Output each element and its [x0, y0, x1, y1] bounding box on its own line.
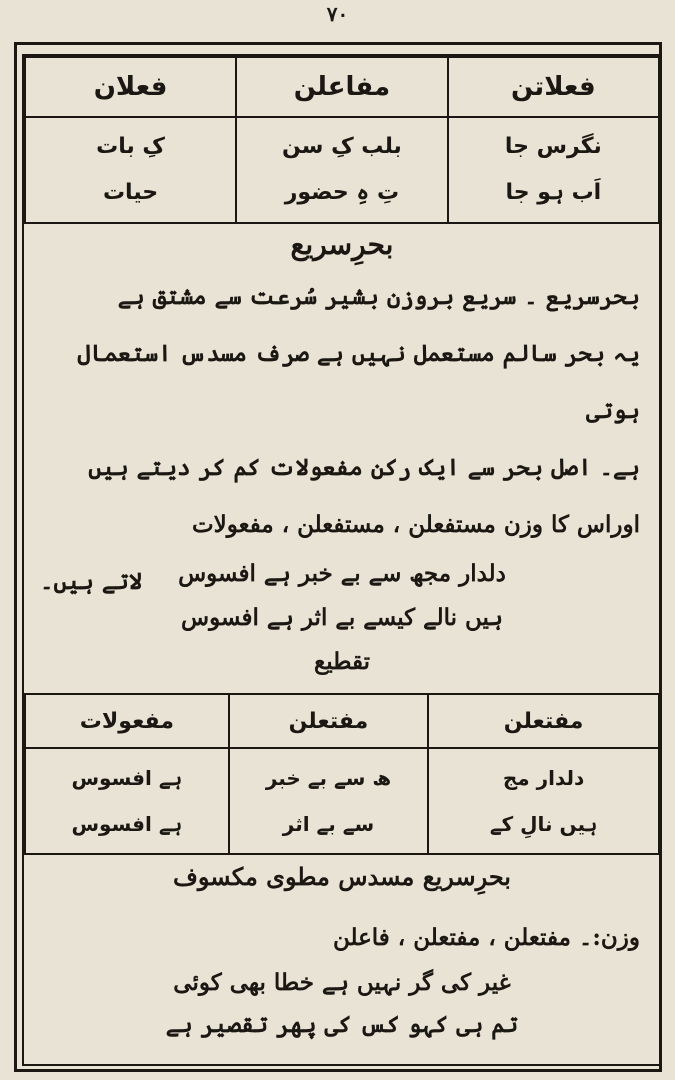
- cell-line: ہیں نالِ کے: [489, 812, 598, 836]
- verse-line: غیر کی گر نہیں ہے خطا بھی کوئی: [173, 969, 511, 996]
- cell-line: اَب ہو جا: [505, 180, 602, 205]
- page-number: ۷۰: [326, 2, 349, 26]
- table-row: [25, 748, 659, 854]
- cell-line: ہے افسوس: [71, 812, 183, 836]
- table-row: [25, 117, 659, 223]
- paragraph-line: بحرسریع ۔ سریع بروزن بشیر سُرعت سے مشتق ہے: [117, 283, 640, 310]
- table-header-cell: مفعولات: [25, 694, 229, 748]
- paragraph-line: اوراس کا وزن مستفعلن ، مستفعلن ، مفعولات: [192, 511, 640, 538]
- verse-line: دلدار مجھ سے بے خبر ہے افسوس: [178, 560, 506, 587]
- meter-table: [24, 56, 660, 224]
- table-cell: [428, 748, 659, 854]
- cell-line: کِ بات: [96, 134, 165, 159]
- verse-couplet: [22, 962, 662, 1046]
- table-header-row: [25, 694, 659, 748]
- scansion-label: تقطیع: [313, 648, 371, 675]
- verse-line: ہیں نالے کیسے بے اثر ہے افسوس: [181, 604, 503, 631]
- paragraph-line: لاتے ہیں۔: [40, 568, 143, 595]
- cell-line: نگرس جا: [504, 134, 602, 159]
- cell-line: بلب کِ سن: [282, 134, 402, 159]
- table-cell: [25, 117, 236, 223]
- cell-line: حیات: [102, 180, 159, 205]
- table-cell: [448, 117, 659, 223]
- cell-line: ھ سے بے خبر: [265, 766, 392, 790]
- table-header-cell: مفتعلن: [428, 694, 659, 748]
- table-cell: [236, 117, 448, 223]
- cell-line: دلدار مج: [502, 766, 585, 790]
- cell-line: سے بے اثر: [282, 812, 375, 836]
- table-header-cell: فعلان: [25, 57, 236, 117]
- section-title: بحرِسریع: [290, 228, 394, 261]
- wazn-line: [40, 912, 640, 964]
- paragraph-line: ہے۔ اصل بحر سے ایک رکن مفعولات کم کر دیتے ہیں: [88, 454, 640, 481]
- verse-line: تم ہی کہو کس کی پھر تقصیر ہے: [165, 1011, 519, 1038]
- section-title: بحرِسریع مسدس مطوی مکسوف: [173, 862, 511, 891]
- table-header-cell: مفاعلن: [236, 57, 448, 117]
- table-cell: [25, 748, 229, 854]
- wazn-value: مفتعلن ، مفتعلن ، فاعلن: [332, 924, 571, 951]
- table-header-cell: فعلاتن: [448, 57, 659, 117]
- paragraph-line: یہ بحر سالم مستعمل نہیں ہے صرف مسدس استعمال ہوتی: [77, 340, 640, 424]
- cell-line: ہے افسوس: [71, 766, 183, 790]
- table-cell: [229, 748, 428, 854]
- wazn-label: وزن:۔: [578, 924, 640, 951]
- table-header-cell: مفتعلن: [229, 694, 428, 748]
- scansion-table: [24, 693, 660, 855]
- table-header-row: [25, 57, 659, 117]
- cell-line: تِ ہِ حضور: [284, 180, 400, 205]
- verse-couplet: [22, 552, 662, 684]
